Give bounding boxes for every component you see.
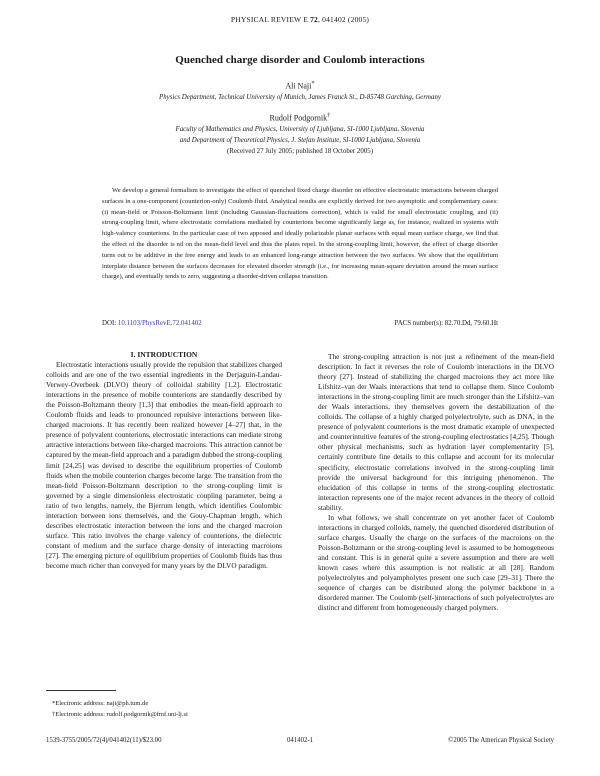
- author-affiliation: and Department of Theoretical Physics, J. Stefan Institute, SI-1000 Ljubljana, Slovenia: [179, 137, 421, 144]
- copyright: ©2005 The American Physical Society: [448, 737, 554, 744]
- section-heading: I. INTRODUCTION: [130, 350, 198, 359]
- right-column: [318, 352, 554, 613]
- running-head: [0, 15, 600, 24]
- author-name: Rudolf Podgornik†: [269, 112, 331, 123]
- author-affiliation: Physics Department, Technical University of Munich, James Franck St., D-85748 Garching, Germany: [159, 94, 441, 101]
- paragraph: The strong-coupling attraction is not just a refinement of the mean-field description. In fact it reverses the role of Coulomb interactions in the DLVO theory [27]. Instead of stabilizing the charged macroions they act more like Lifshitz–van der Waals interactions that tend to collapse them. Since Coulomb interactions in the strong-coupling limit are much stronger than the Lifshitz–van der Waals interactions, they themselves govern the destabilization of the colloids. The collapse of a highly charged polyelectrolyte, such as DNA, in the presence of polyvalent counterions is the most dramatic example of unexpected and counterintuitive features of the strong-coupling electrostatics [4,25]. Though other physical mechanisms, such as hydration layer complementarity [5], certainly contribute fine details to this collapse and account for its molecular specificity, electrostatic correlations involved in the strong-coupling limit provide the universal background for this intriguing phenomenon. The elucidation of this collapse in terms of the strong-coupling electrostatic interaction represents one of the major recent advances in the theory of colloid stability.: [318, 352, 554, 512]
- author-footnote-mark: *: [311, 80, 315, 87]
- journal-volume: 72: [310, 15, 318, 24]
- doi: DOI: 10.1103/PhysRevE.72.041402: [102, 320, 202, 327]
- left-column: [46, 350, 282, 571]
- abstract: We develop a general formalism to investigate the effect of quenched fixed charge disorder on effective electrostatic interactions between charged surfaces in a one-component (counterion-only) Coulomb fluid. Analytical results are explicitly derived for two asymptotic and complementary cases: (i) mean-field or Poisson-Boltzmann limit (including Gaussian-fluctuations correction), which is valid for small electrostatic coupling, and (ii) strong-coupling limit, where electrostatic correlations mediated by counterions become significantly large as, for instance, realized in systems with high-valency counterions. In the particular case of two apposed and ideally polarizable planar surfaces with equal mean surface charge, we find that the effect of the disorder is nil on the mean-field level and thus the plates repel. In the strong-coupling limit, however, the effect of charge disorder turns out to be additive in the free energy and leads to an enhanced long-range attraction between the two surfaces. We show that the equilibrium interplate distance between the surfaces decreases for elevated disorder strength (i.e., for increasing mean-square deviation around the mean surface charge), and eventually tends to zero, suggesting a disorder-driven collapse transition.: [102, 187, 498, 281]
- footnote: *Electronic address: naji@ph.tum.de: [52, 700, 149, 707]
- footnote: †Electronic address: rudolf.podgornik@fmf.uni-lj.si: [52, 711, 188, 718]
- footnote-rule: [46, 690, 116, 691]
- author-affiliation: Faculty of Mathematics and Physics, University of Ljubljana, SI-1000 Ljubljana, Slovenia: [175, 126, 425, 133]
- author-footnote-mark: †: [327, 112, 331, 119]
- journal-name: PHYSICAL REVIEW E: [230, 15, 309, 24]
- pacs-numbers: PACS number(s): 82.70.Dd, 79.60.Ht: [394, 320, 498, 327]
- paragraph: Electrostatic interactions usually provide the repulsion that stabilizes charged colloids and are one of the two essential ingredients in the Derjaguin-Landau-Verwey-Overbeek (DLVO) theory of colloidal stability [1,2]. Electrostatic interactions in the presence of mobile counterions are standardly described by the Poisson-Boltzmann theory [1,3] that embodies the mean-field approach to Coulomb fluids and leads to pronounced repulsive interactions between like-charged macroions. It has recently been realized however [4–27] that, in the presence of polyvalent counterions, electrostatic interactions can mediate strong attractive interactions between like-charged macroions. This attraction cannot be captured by the mean-field approach and a paradigm dubbed the strong-coupling limit [24,25] was devised to describe the equilibrium properties of Coulomb fluids when the mobile counterion charges become large. The transition from the mean-field Poisson-Boltzmann description to the strong-coupling limit is governed by a single dimensionless electrostatic coupling parameter, being a ratio of two lengths, namely, the Bjerrum length, which identifies Coulombic interaction between ions themselves, and the Gouy-Chapman length, which describes electrostatic interaction between the ions and the charged macroion surface. This ratio involves the charge valency of counterions, the dielectric constant of medium and the surface charge density of interacting macroions [27]. The emerging picture of equilibrium properties of Coulomb fluids has thus become much richer than conveyed for many years by the DLVO paradigm.: [46, 360, 282, 570]
- author-name: Ali Naji*: [285, 80, 315, 91]
- received-date: (Received 27 July 2005; published 18 October 2005): [226, 148, 373, 155]
- article-info: , 041402 (2005): [318, 15, 370, 24]
- article-title: Quenched charge disorder and Coulomb interactions: [175, 54, 425, 66]
- doi-link[interactable]: 10.1103/PhysRevE.72.041402: [117, 320, 202, 327]
- paragraph: In what follows, we shall concentrate on yet another facet of Coulomb interactions in charged colloids, namely, the quenched disordered distribution of surface charges. Usually the charge on the surfaces of the macroions on the Poisson-Boltzmann or the strong-coupling level is assumed to be homogeneous and constant. This is in general quite a severe assumption and there are well known cases where this assumption is not realistic at all [28]. Random polyelectrolytes and polyampholytes present one such case [29–31]. There the sequence of charges can be distributed along the polymer backbone in a disordered manner. The Coulomb (self-)interactions of such polyelectrolytes are distinct and different from homogeneously charged polymers.: [318, 512, 554, 613]
- page-number: 041402-1: [286, 737, 314, 744]
- footer-issn: 1539-3755/2005/72(4)/041402(11)/$23.00: [46, 737, 162, 744]
